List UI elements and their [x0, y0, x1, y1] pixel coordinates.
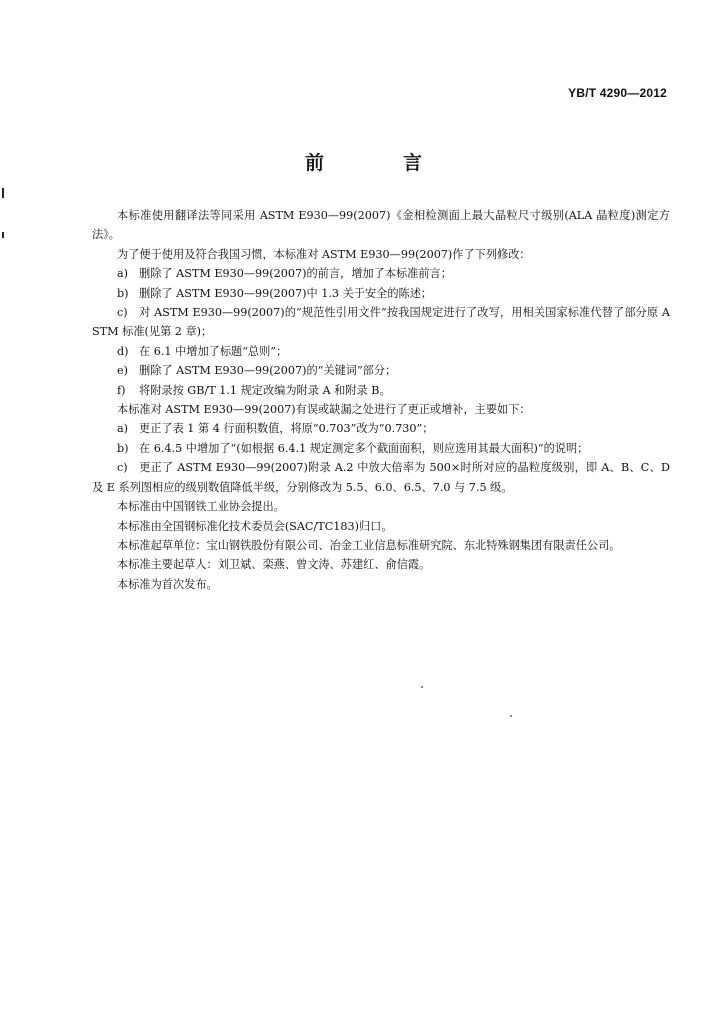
list-item: b) 删除了 ASTM E930—99(2007)中 1.3 关于安全的陈述； — [117, 286, 433, 300]
scan-speck — [421, 686, 423, 688]
list-item: e) 删除了 ASTM E930—99(2007)的“关键词”部分； — [117, 364, 397, 378]
paragraph: 为了便于使用及符合我国习惯，本标准对 ASTM E930—99(2007)作了下列修改： — [117, 247, 531, 261]
list-item: f) 将附录按 GB/T 1.1 规定改编为附录 A 和附录 B。 — [117, 383, 391, 397]
list-item: d) 在 6.1 中增加了标题“总则”； — [117, 344, 288, 358]
scan-speck — [510, 715, 512, 717]
scan-edge-mark — [2, 188, 4, 198]
paragraph: 本标准由中国钢铁工业协会提出。 — [117, 500, 285, 514]
body-text — [92, 206, 670, 594]
list-item: c) 更正了 ASTM E930—99(2007)附录 A.2 中放大倍率为 500×时所对应的晶粒度级别，即 A、B、C、D 及 E 系列图相应的级别数值降低半级，分别修改为 5.5、6.0、6.5、7.0 与 7.5 级。 — [92, 461, 670, 494]
paragraph: 本标准主要起草人：刘卫斌、栾燕、曾文涛、苏建红、俞信霞。 — [117, 558, 431, 572]
standard-code: YB/T 4290—2012 — [568, 86, 667, 100]
list-item: a) 删除了 ASTM E930—99(2007)的前言，增加了本标准前言； — [117, 267, 452, 281]
scan-edge-mark — [2, 232, 4, 238]
list-item: c) 对 ASTM E930—99(2007)的“规范性引用文件”按我国规定进行了改写，用相关国家标准代替了部分原 ASTM 标准(见第 2 章)； — [92, 306, 670, 339]
paragraph: 本标准为首次发布。 — [117, 577, 218, 591]
paragraph: 本标准使用翻译法等同采用 ASTM E930—99(2007)《金相检测面上最大晶粒尺寸级别(ALA 晶粒度)测定方法》。 — [92, 209, 670, 242]
paragraph: 本标准对 ASTM E930—99(2007)有误或缺漏之处进行了更正或增补，主要如下： — [117, 403, 531, 417]
list-item: a) 更正了表 1 第 4 行面积数值，将原“0.703”改为“0.730”； — [117, 422, 434, 436]
paragraph: 本标准由全国钢标准化技术委员会(SAC/TC183)归口。 — [117, 519, 393, 533]
page-title: 前 言 — [304, 152, 452, 174]
paragraph: 本标准起草单位：宝山钢铁股份有限公司、冶金工业信息标准研究院、东北特殊钢集团有限责任公司。 — [117, 538, 621, 552]
list-item: b) 在 6.4.5 中增加了“(如根据 6.4.1 规定测定多个截面面积，则应选用其最大面积)”的说明； — [117, 441, 589, 455]
